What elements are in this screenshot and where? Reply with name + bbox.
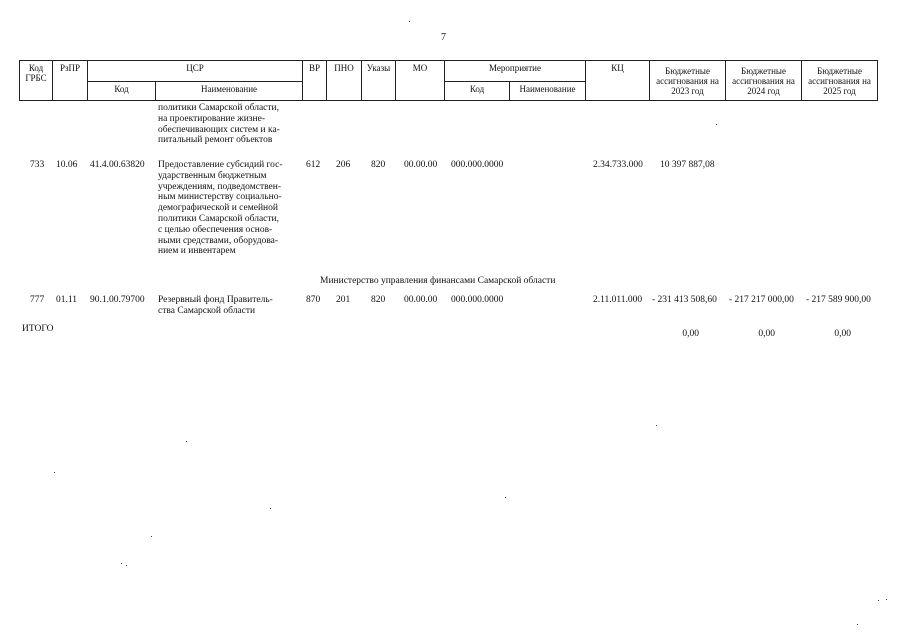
total-budget-2025: 0,00 — [834, 329, 851, 339]
row-pno: 201 — [336, 295, 351, 305]
text-line: демографической и семейной — [158, 203, 278, 214]
row-merop-code: 000.000.0000 — [451, 295, 504, 305]
row-grbs: 777 — [30, 295, 45, 305]
scan-speck — [878, 600, 879, 601]
text-line: на проектирование жизне- — [158, 113, 266, 124]
total-budget-2023: 0,00 — [682, 329, 699, 339]
row-vr: 870 — [306, 295, 321, 305]
scan-speck — [656, 425, 657, 426]
header-rzpr: РзПР — [53, 61, 88, 101]
row-budget-2025: - 217 589 900,00 — [806, 295, 871, 305]
header-kc: КЦ — [586, 61, 650, 101]
text-line: ства Самарской области — [158, 305, 256, 316]
header-ukazy: Указы — [362, 61, 396, 101]
scan-speck — [270, 508, 271, 509]
row-kc: 2.34.733.000 — [593, 160, 643, 170]
text-line: питальный ремонт объектов — [158, 135, 273, 146]
text-line: с целью обеспечения основ- — [158, 224, 273, 235]
row-budget-2023: 10 397 887,08 — [660, 160, 715, 170]
text-line: Резервный фонд Правитель- — [158, 295, 273, 305]
text-line: ным министерству социально- — [158, 192, 282, 203]
scan-speck — [126, 565, 127, 566]
row-grbs: 733 — [30, 160, 45, 170]
row-merop-code: 000.000.0000 — [451, 160, 504, 170]
header-pno: ПНО — [327, 61, 362, 101]
text-line: политики Самарской области, — [158, 103, 279, 113]
scan-speck — [121, 563, 122, 564]
header-budget-2025: Бюджетные ассигнования на 2025 год — [802, 61, 878, 101]
row-name — [158, 295, 273, 317]
text-line: нием и инвентарем — [158, 246, 236, 257]
row-csr-code: 41.4.00.63820 — [90, 160, 145, 170]
scan-speck — [409, 21, 410, 22]
scan-speck — [716, 124, 717, 125]
scan-speck — [186, 441, 187, 442]
section-title: Министерство управления финансами Самарской области — [320, 276, 556, 286]
row-rzpr: 01.11 — [56, 295, 78, 305]
continuation-text — [158, 103, 280, 146]
row-mo: 00.00.00 — [404, 295, 438, 305]
header-csr-naim: Наименование — [156, 82, 303, 101]
total-budget-2024: 0,00 — [758, 329, 775, 339]
scan-speck — [54, 472, 55, 473]
header-vr: ВР — [303, 61, 327, 101]
header-kod-grbs: Код ГРБС — [20, 61, 53, 101]
row-csr-code: 90.1.00.79700 — [90, 295, 145, 305]
header-budget-2024: Бюджетные ассигнования на 2024 год — [726, 61, 802, 101]
row-mo: 00.00.00 — [404, 160, 438, 170]
header-csr: ЦСР — [88, 61, 303, 82]
page-number: 7 — [441, 32, 446, 43]
text-line: учреждениям, подведомствен- — [158, 181, 281, 192]
header-merop-kod: Код — [445, 82, 510, 101]
text-line: ударственным бюджетным — [158, 170, 267, 181]
header-meropriyatie: Мероприятие — [445, 61, 586, 82]
scan-speck — [151, 536, 152, 537]
total-label: ИТОГО — [22, 324, 54, 334]
row-budget-2024: - 217 217 000,00 — [729, 295, 794, 305]
header-table — [19, 60, 878, 101]
row-rzpr: 10.06 — [56, 160, 78, 170]
scan-speck — [886, 599, 887, 600]
header-csr-kod: Код — [88, 82, 156, 101]
row-ukazy: 820 — [371, 295, 386, 305]
text-line: Предоставление субсидий гос- — [158, 160, 283, 170]
text-line: политики Самарской области, — [158, 213, 279, 224]
scan-speck — [857, 624, 858, 625]
row-kc: 2.11.011.000 — [593, 295, 643, 305]
row-pno: 206 — [336, 160, 351, 170]
header-budget-2023: Бюджетные ассигнования на 2023 год — [650, 61, 726, 101]
row-name — [158, 160, 283, 257]
scan-speck — [505, 497, 506, 498]
row-ukazy: 820 — [371, 160, 386, 170]
row-budget-2023: - 231 413 508,60 — [652, 295, 717, 305]
row-vr: 612 — [306, 160, 321, 170]
text-line: ными средствами, оборудова- — [158, 235, 279, 246]
header-mo: МО — [396, 61, 445, 101]
text-line: обеспечивающих систем и ка- — [158, 124, 280, 135]
header-merop-naim: Наименование — [510, 82, 586, 101]
